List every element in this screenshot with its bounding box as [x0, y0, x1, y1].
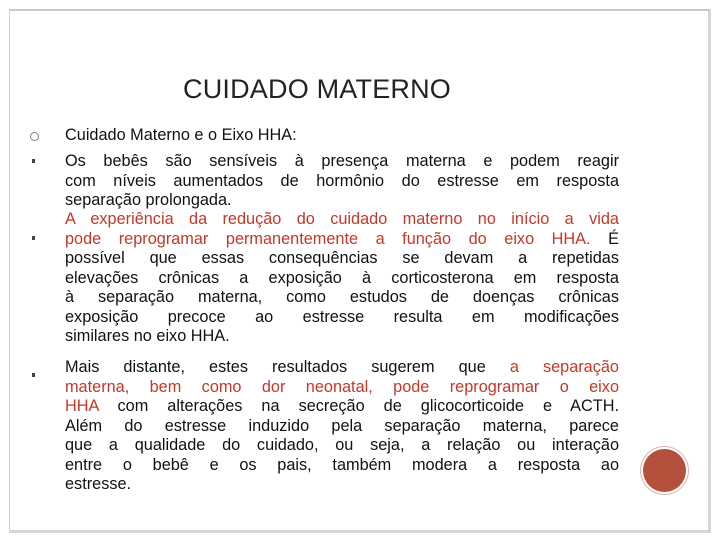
- square-bullet-icon: [32, 159, 35, 163]
- square-bullet-icon: [32, 373, 35, 377]
- square-bullet-icon: [32, 236, 35, 240]
- paragraph-1: Os bebês são sensíveis à presença materna e podem reagir com níveis aumentados de hormônio do estresse em resposta separação prolongada.: [65, 152, 619, 209]
- decorative-circle: [643, 449, 686, 492]
- heading-line: Cuidado Materno e o Eixo HHA:: [65, 126, 297, 144]
- paragraph-2: A experiência da redução do cuidado materno no início a vida pode reprogramar permanentemente a função do eixo HHA. É possível que essas consequências se devam a repetidas elevações crônicas a exposição à corticosterona em resposta à separação materna, como estudos de doenças crônicas exposição precoce ao estresse resulta em modificações similares no eixo HHA.: [65, 210, 619, 345]
- slide-title: CUIDADO MATERNO: [183, 74, 452, 104]
- paragraph-3: Mais distante, estes resultados sugerem que a separação materna, bem como dor neonatal, pode reprogramar o eixo HHA com alterações na secreção de glicocorticoide e ACTH. Além do estresse induzido pela separação materna, parece que a qualidade do cuidado, ou seja, a relação ou interação entre o bebê e os pais, também modera a resposta ao estresse.: [65, 358, 619, 493]
- frame-bottom-shadow: [9, 531, 711, 533]
- frame-top-border: [9, 9, 711, 11]
- ring-bullet-icon: [30, 132, 39, 141]
- frame-right-shadow: [709, 9, 711, 533]
